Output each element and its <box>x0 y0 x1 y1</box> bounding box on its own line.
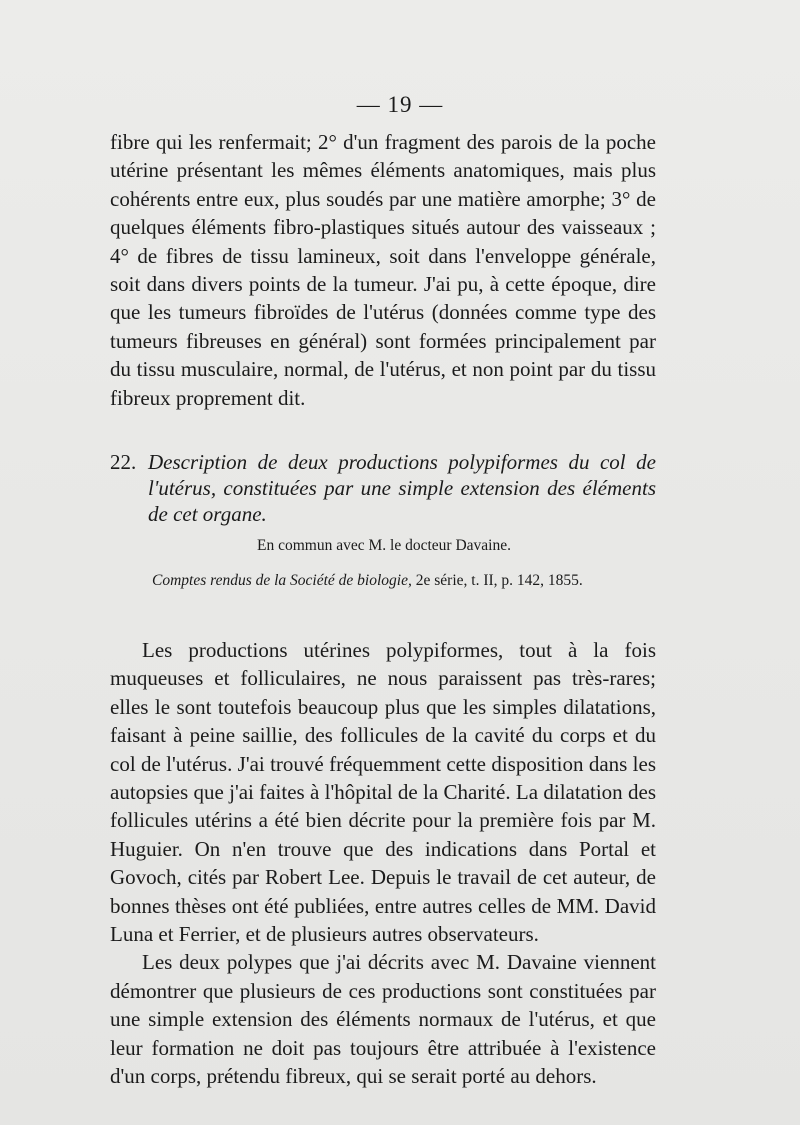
body-paragraph-1: Les productions utérines polypiformes, tout à la fois muqueuses et folliculaires, ne nous paraissent pas très-rares; elles le sont toutefois beaucoup plus que les simples dilatations, faisant à peine saillie, des follicules de la cavité du corps et du col de l'utérus. J'ai trouvé fréquemment cette disposition dans les autopsies que j'ai faites à l'hôpital de la Charité. La dilatation des follicules utérins a été bien décrite pour la première fois par M. Huguier. On n'en trouve que des indications dans Portal et Govoch, cités par Robert Lee. Depuis le travail de cet auteur, de bonnes thèses ont été publiées, entre autres celles de MM. David Luna et Ferrier, et de plusieurs autres observateurs. <box>110 638 656 947</box>
entry-number: 22. <box>110 450 137 474</box>
entry-title: Description de deux productions polypiformes du col de l'utérus, constituées par une simple extension des éléments de cet organe. <box>148 450 656 526</box>
page-number: — 19 — <box>356 92 444 117</box>
bibliography-entry <box>110 449 656 527</box>
continuation-text: fibre qui les renfermait; 2° d'un fragment des parois de la poche utérine présentant les mêmes éléments anatomiques, mais plus cohérents entre eux, plus soudés par une matière amorphe; 3° de quelques éléments fibro-plastiques situés autour des vaisseaux ; 4° de fibres de tissu lamineux, soit dans l'enveloppe générale, soit dans divers points de la tumeur. J'ai pu, à cette époque, dire que les tumeurs fibroïdes de l'utérus (données comme type des tumeurs fibreuses en général) sont formées principalement par du tissu musculaire, normal, de l'utérus, et non point par du tissu fibreux proprement dit. <box>110 130 656 410</box>
entry-citation <box>152 572 652 590</box>
entry-collaboration: En commun avec M. le docteur Davaine. <box>257 537 511 554</box>
continuation-paragraph <box>110 128 656 412</box>
citation-journal: Comptes rendus de la Société de biologie, <box>152 572 412 589</box>
body-text <box>110 636 656 1091</box>
body-paragraph-2: Les deux polypes que j'ai décrits avec M. Davaine viennent démontrer que plusieurs de ces productions sont constituées par une simple extension des éléments normaux de l'utérus, et que leur formation ne doit pas toujours être attribuée à l'existence d'un corps, prétendu fibreux, qui se serait porté au dehors. <box>110 950 656 1089</box>
citation-details: 2e série, t. II, p. 142, 1855. <box>415 572 583 589</box>
